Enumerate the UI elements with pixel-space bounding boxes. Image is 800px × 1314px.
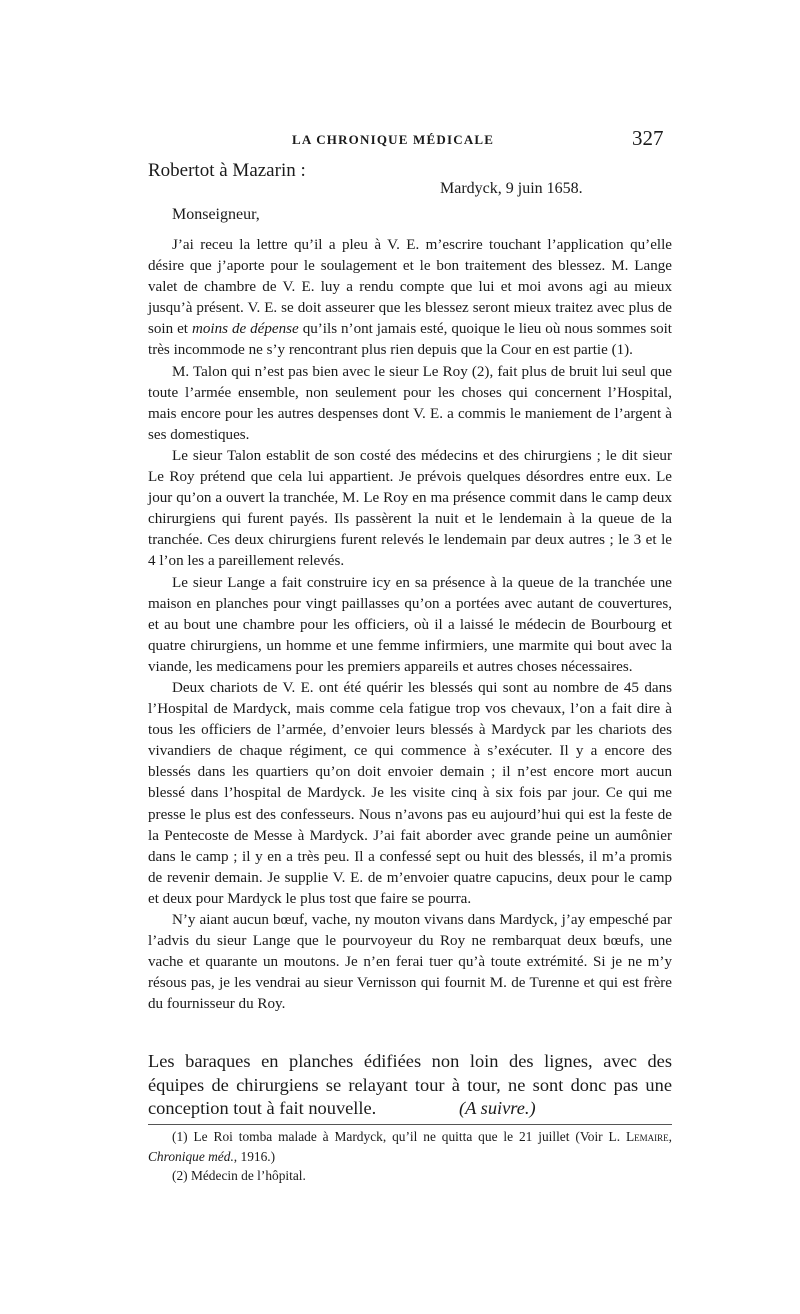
footnote-1-journal: Chronique méd. (148, 1148, 234, 1164)
paragraph-2: M. Talon qui n’est pas bien avec le sieur Le Roy (2), fait plus de bruit lui seul que toute l’armée ensemble, non seulement pour les choses qui concernent l’Hospital, mais encore pour les autres despenses dont V. E. a commis le maniement de l’argent à ses domestiques. (148, 363, 672, 443)
letter-dateline: Mardyck, 9 juin 1658. (440, 180, 583, 197)
page-number: 327 (632, 126, 664, 150)
paragraph-5: Deux chariots de V. E. ont été quérir les blessés qui sont au nombre de 45 dans l’Hospital de Mardyck, mais comme cela fatigue trop vos chevaux, l’on a fait dire à tous les officiers de l’armée, d’envoier leurs blessés à Mardyck par les chariots des vivandiers de chaque régiment, ce qui commence à s’exécuter. Il y a encore des blessés dans les quartiers qu’on doit envoier demain ; il n’est encore mort aucun blessé dans l’hospital de Mardyck. Je les visite cinq à six fois par jour. Ce qui me presse le plus est des confesseurs. Nous n’avons pas eu aujourd’hui qui est la feste de la Pentecoste de Messe à Mardyck. J’ai fait aborder avec grande peine un aumônier dans le camp ; il y en a très peu. Il a confessé sept ou huit des blessés, il m’a promis de revenir demain. Je supplie V. E. de m’envoier quatre capucins, deux pour le camp et deux pour Mardyck le plus tost que faire se pourra. (148, 679, 672, 907)
paragraph-1-start: J’ai receu la lettre qu’il a pleu à V. E. m’escrire touchant l’application qu’elle désire que j’aporte pour le soulagement et le bon traitement des blessez. M. Lange valet de chambre de V. E. luy a rendu compte que lui et moi avons agi au mieux jusqu’à présent. V. E. se doit asseurer que les blessez seront mieux traitez avec plus de soin et (148, 237, 672, 338)
footnote-1-author: Lemaire (625, 1129, 669, 1144)
paragraph-1 (148, 235, 672, 362)
paragraph-6: N’y aiant aucun bœuf, vache, ny mouton vivans dans Mardyck, j’ay empesché par l’advis du sieur Lange que le pourvoyeur du Roy ne rembarquat deux bœufs, une vache et quarante un moutons. Je n’en ferai tuer qu’à toute extrémité. Si je ne m’y résous pas, je les vendrai au sieur Vernisson qui fournit M. de Turenne et qui est frère du fournisseur du Roy. (148, 912, 672, 1013)
letter-heading: Robertot à Mazarin : (148, 160, 306, 181)
running-title: LA CHRONIQUE MÉDICALE (292, 132, 495, 147)
footnote-2: (2) Médecin de l’hôpital. (172, 1168, 306, 1183)
conclusion (148, 1050, 672, 1121)
conclusion-paragraph (148, 1050, 672, 1121)
footnote-1-separator: , (668, 1129, 672, 1144)
footnotes (148, 1127, 672, 1186)
footnote-1-start: (1) Le Roi tomba malade à Mardyck, qu’il ne quitta que le 21 juillet (Voir L. (172, 1129, 626, 1144)
to-be-continued: (A suivre.) (459, 1098, 536, 1118)
letter-body (148, 235, 672, 1015)
footnote-1 (148, 1127, 672, 1166)
paragraph-1-end: qu’ils n’ont jamais esté, quoique le lieu où nous sommes soit très incommode ne s’y rencontrant plus rien depuis que la Cour en est partie (1). (148, 321, 673, 359)
paragraph-3: Le sieur Talon establit de son costé des médecins et des chirurgiens ; le dit sieur Le Roy prétend que cela lui appartient. Je prévois quelques désordres entre eux. Le jour qu’on a ouvert la tranchée, M. Le Roy en ma présence commit dans le camp deux chirurgiens qui furent payés. Ils passèrent la nuit et le lendemain à la queue de la tranchée. Ces deux chirurgiens furent relevés le lendemain par deux autres ; le 3 et le 4 l’on les a pareillement relevés. (148, 447, 672, 570)
footnote-rule (148, 1124, 672, 1125)
paragraph-4: Le sieur Lange a fait construire icy en sa présence à la queue de la tranchée une maison en planches pour vingt paillasses qu’on a portées avec autant de couvertures, et au bout une chambre pour les officiers, où il a laissé le médecin de Bourbourg et quatre chirurgiens, un homme et une femme infirmiers, une marmite qui bout avec la viande, les medicamens pour les premiers appareils et autres choses nécessaires. (148, 574, 672, 675)
footnote-1-end: , 1916.) (233, 1148, 276, 1164)
letter-salutation: Monseigneur, (172, 206, 260, 223)
running-head (0, 126, 800, 152)
paragraph-1-emphasis: moins de dépense (191, 321, 299, 338)
conclusion-text: Les baraques en planches édifiées non loin des lignes, avec des équipes de chirurgiens se relayant tour à tour, ne sont donc pas une conception tout à fait nouvelle. (148, 1051, 672, 1118)
